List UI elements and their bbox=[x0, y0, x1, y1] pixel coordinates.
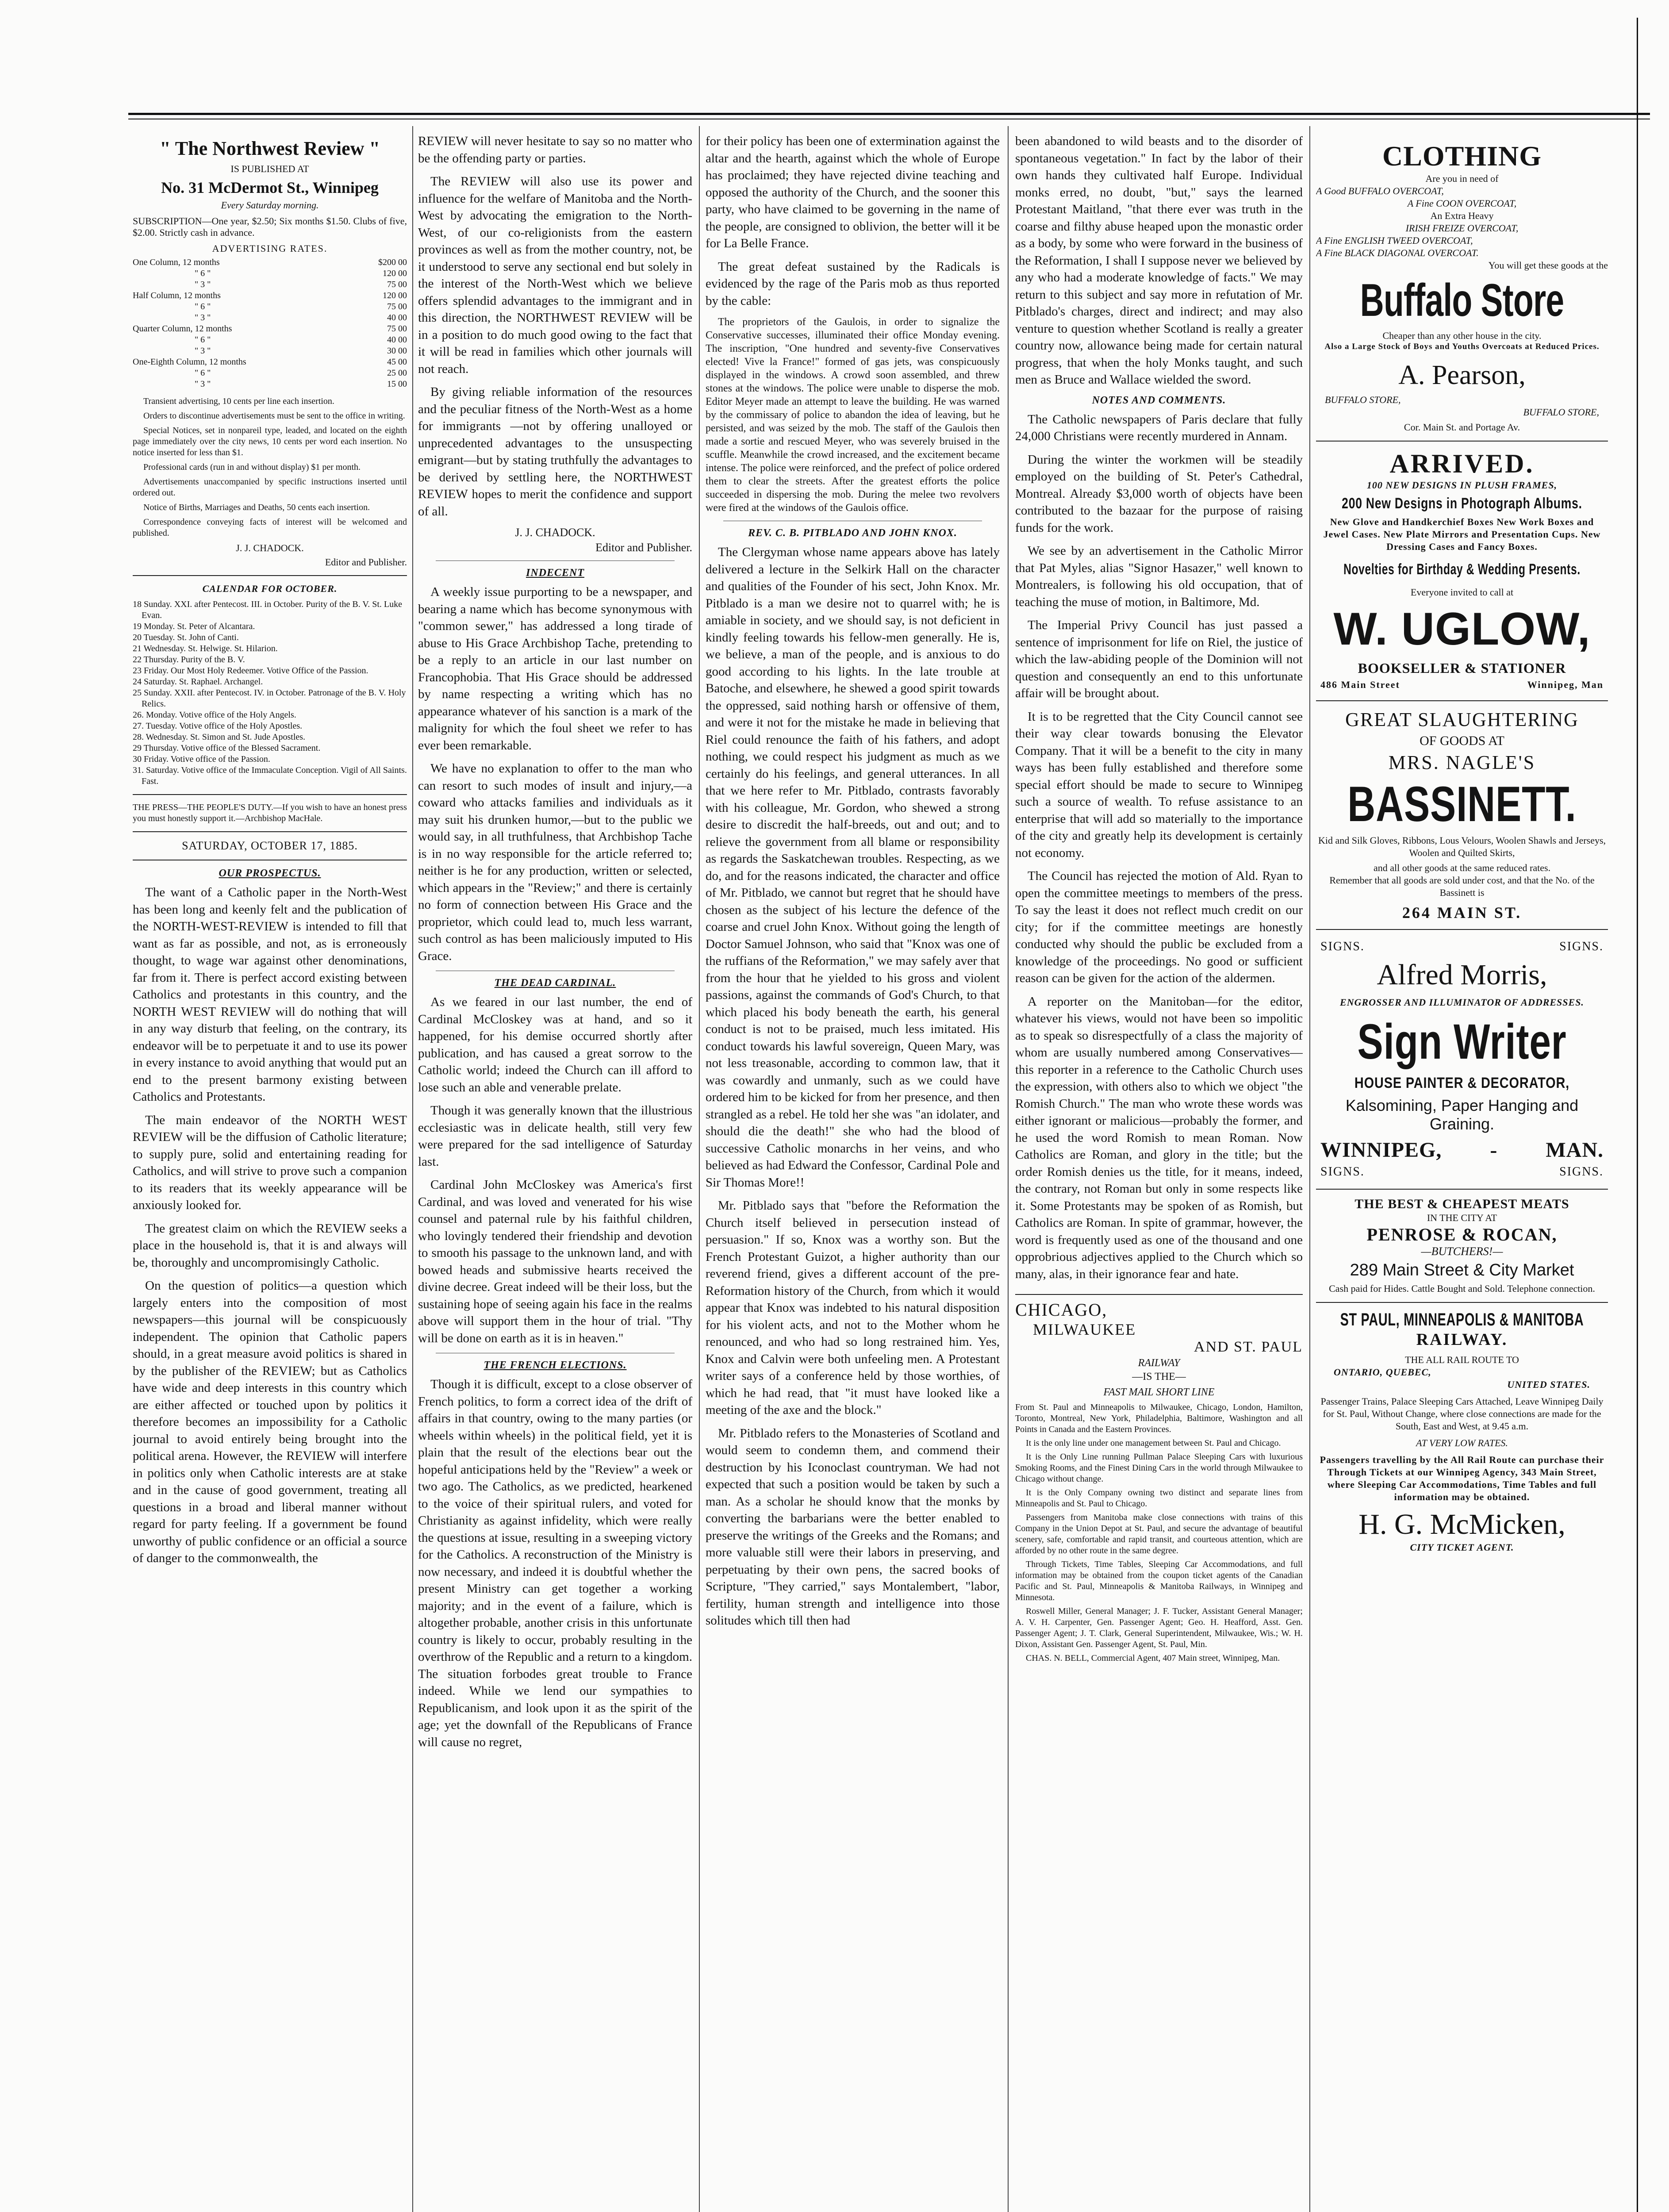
publisher-signature: J. J. CHADOCK. bbox=[236, 542, 304, 553]
rate-value: $200 00 bbox=[378, 257, 407, 267]
calendar-item: 27. Tuesday. Votive office of the Holy Apostles. bbox=[133, 721, 303, 731]
meats-line: THE BEST & CHEAPEST MEATS bbox=[1354, 1197, 1569, 1211]
store-line: BUFFALO STORE, bbox=[1523, 407, 1599, 418]
stpaul-line: UNITED STATES. bbox=[1507, 1379, 1590, 1390]
clothing-line: Are you in need of bbox=[1425, 173, 1499, 184]
note-paragraph: The Catholic newspapers of Paris declare that fully 24,000 Christians were recently murdered in Annam. bbox=[1015, 412, 1303, 443]
nagle-line: and all other goods at the same reduced rates. bbox=[1373, 862, 1551, 873]
rate-note: Correspondence conveying facts of interest will be welcomed and published. bbox=[133, 517, 407, 538]
article-paragraph: The want of a Catholic paper in the North-West has been long and keenly felt and the publication of the NORTH-WEST-REVIEW is intended to fill that want as far as possible, and not, as is erroneously thought, to wage war against other denominations, far from it. There is perfect accord existing between Catholics and protestants in this country, and the NORTH WEST REVIEW will do nothing that will in any way disturb that feeling, on the contrary, its endeavor will be to perpetuate it and to use its power in every instance to avoid anything that would put an end to the present barmony existing between Catholics and Protestants. bbox=[133, 885, 407, 1104]
rate-label: " 6 " bbox=[195, 368, 211, 378]
calendar-item: 23 Friday. Our Most Holy Redeemer. Votive Office of the Passion. bbox=[133, 666, 368, 676]
clothing-line: An Extra Heavy bbox=[1430, 210, 1494, 221]
arrived-title: ARRIVED. bbox=[1389, 449, 1535, 478]
rail-line-5: —IS THE— bbox=[1132, 1371, 1186, 1382]
morris-ad bbox=[1316, 930, 1608, 1190]
nagle-line: Remember that all goods are sold under cost, and that the No. of the Bassinett is bbox=[1329, 875, 1595, 898]
notes-heading: NOTES AND COMMENTS. bbox=[1092, 394, 1226, 406]
ad-rates-heading: ADVERTISING RATES. bbox=[212, 243, 328, 254]
rate-label: " 6 " bbox=[195, 335, 211, 345]
arrived-line: New Glove and Handkerchief Boxes New Work Boxes and Jewel Cases. New Plate Mirrors and Presentation Cups. New Dressing Cases and Fancy Boxes. bbox=[1323, 516, 1601, 552]
uglow-name: W. UGLOW, bbox=[1333, 603, 1591, 655]
column-divider bbox=[412, 126, 413, 2212]
rail-item: Through Tickets, Time Tables, Sleeping Car Accommodations, and full information may be obtained from the coupon ticket agents of the Canadian Pacific and St. Paul, Minneapolis & Manitoba Railways, in Winnipeg and Minnesota. bbox=[1015, 1559, 1303, 1602]
rate-note: Orders to discontinue advertisements must be sent to the office in writing. bbox=[143, 411, 405, 421]
arrived-line: 100 NEW DESIGNS IN PLUSH FRAMES, bbox=[1366, 480, 1558, 491]
article-paragraph: been abandoned to wild beasts and to the disorder of spontaneous vegetation." In fact by the labor of their own hands they cultivated half Europe. Individual monks erred, no doubt, "but," says the learned Protestant Maitland, "that there ever was truth in the coarse and filthy abuse heaped upon the monastic order as a body, by some who were forward in the business of the Reformation, I shall I suppose never we believed by any who had a moderate knowledge of facts." We may return to this subject and say more in refutation of Mr. Pitblado's charges, direct and indirect; and may also venture to question whether Scotland is really a greater country now, allowance being made for certain natural progress, that when the holy Monks taught, and such men as Bruce and Wallace wielded the sword. bbox=[1015, 134, 1303, 387]
rate-row bbox=[133, 290, 407, 301]
rate-note: Advertisements unaccompanied by specific instructions inserted until ordered out. bbox=[133, 477, 407, 498]
divider bbox=[133, 831, 407, 832]
calendar-item: 31. Saturday. Votive office of the Immaculate Conception. Vigil of All Saints. Fast. bbox=[133, 765, 407, 786]
rate-label: One-Eighth Column, 12 months bbox=[133, 357, 246, 367]
mcmicken-name: H. G. McMicken, bbox=[1358, 1508, 1565, 1540]
note-paragraph: During the winter the workmen will be steadily employed on the building of St. Peter's Cathedral, Montreal. Already $3,000 worth of objects have been contributed to the bazaar for the purpose of raising funds for the work. bbox=[1015, 452, 1303, 535]
stpaul-line: Passenger Trains, Palace Sleeping Cars Attached, Leave Winnipeg Daily for St. Paul, Without Change, where close connections are made for the South, East and West, at 9.45 a.m. bbox=[1320, 1396, 1604, 1432]
rate-value: 40 00 bbox=[387, 335, 407, 345]
rate-label: One Column, 12 months bbox=[133, 257, 220, 267]
top-rule-thick bbox=[128, 113, 1650, 115]
article-paragraph: By giving reliable information of the resources and the peculiar fitness of the North-West as a home for immigrants —not by offering unalloyed or unprecedented advantages to the unsuspecting emigrant—but by stating truthfully the advantages to be derived by settling here, the NORTHWEST REVIEW hopes to merit the confidence and support of all. bbox=[418, 385, 692, 518]
rail-item: It is the Only Company owning two distinct and separate lines from Minneapolis and St. Paul to Chicago. bbox=[1015, 1488, 1303, 1509]
owner-name: A. Pearson, bbox=[1398, 360, 1526, 390]
rail-item: Roswell Miller, General Manager; J. F. Tucker, Assistant General Manager; A. V. H. Carpenter, Gen. Passenger Agent; Geo. H. Heafford, Asst. Gen. Passenger Agent; J. T. Clark, General Superintendent, Milwaukee, Wis.; W. H. Dixon, Assistant Gen. Passenger Agent, St. Paul, Min. bbox=[1015, 1606, 1303, 1649]
calendar-item: 29 Thursday. Votive office of the Blessed Sacrament. bbox=[133, 743, 321, 753]
rate-note: Transient advertising, 10 cents per line each insertion. bbox=[143, 396, 334, 406]
masthead-published: IS PUBLISHED AT bbox=[230, 163, 309, 174]
rail-item: It is the only line under one management between St. Paul and Chicago. bbox=[1026, 1438, 1281, 1448]
calendar-heading: CALENDAR FOR OCTOBER. bbox=[202, 583, 338, 594]
masthead-frequency: Every Saturday morning. bbox=[221, 200, 319, 211]
stpaul-line: Passengers travelling by the All Rail Route can purchase their Through Tickets at our Winnipeg Agency, 343 Main Street, where Sleeping Car Accommodations, Time Tables and full information may be obtained. bbox=[1320, 1454, 1604, 1502]
clothing-ad bbox=[1316, 133, 1608, 442]
chicago-railway-ad bbox=[1015, 1294, 1303, 1664]
rate-row bbox=[133, 346, 407, 357]
rate-value: 25 00 bbox=[387, 368, 407, 378]
publisher-role: Editor and Publisher. bbox=[325, 557, 407, 568]
buffalo-store-name: Buffalo Store bbox=[1360, 275, 1564, 326]
rail-line-6: FAST MAIL SHORT LINE bbox=[1103, 1386, 1215, 1398]
meats-line: —BUTCHERS!— bbox=[1421, 1245, 1503, 1258]
rate-row bbox=[133, 368, 407, 379]
rate-label: " 6 " bbox=[195, 302, 211, 311]
article-paragraph: As we feared in our last number, the end of Cardinal McCloskey was at hand, and so it happened, for his demise occurred shortly after publication, and has caused a great sorrow to the Catholic world; indeed the Church can ill afford to lose such an able and venerable prelate. bbox=[418, 995, 692, 1094]
column-5-ads bbox=[1316, 133, 1608, 2212]
rate-value: 120 00 bbox=[383, 291, 407, 300]
article-paragraph: A weekly issue purporting to be a newspaper, and bearing a name which has become synonymous with "common sewer," has addressed a long tirade of abuse to His Grace Archbishop Tache, pretending to be a reply to an article in our last number on Francophobia. That His Grace should be addressed by name respecting a writing which has no appearance whatever of his sanction is a mark of the malignity for which the foul sheet we refer to has ever been remarkable. bbox=[418, 585, 692, 753]
nagle-ad bbox=[1316, 701, 1608, 930]
stpaul-line: THE ALL RAIL ROUTE TO bbox=[1405, 1354, 1519, 1365]
clothing-line: A Fine ENGLISH TWEED OVERCOAT, bbox=[1316, 235, 1473, 246]
morris-role: ENGROSSER AND ILLUMINATOR OF ADDRESSES. bbox=[1340, 997, 1584, 1008]
rail-intro: From St. Paul and Minneapolis to Milwaukee, Chicago, London, Hamilton, Toronto, Montreal, New York, Philadelphia, Baltimore, Washington and all Points in Canada and the Eastern Provinces. bbox=[1015, 1402, 1303, 1434]
divider bbox=[133, 575, 407, 576]
article-paragraph: On the question of politics—a question which largely enters into the composition of most newspapers—this journal will be conspicuously independent. The opinion that Catholic papers should, in a great measure avoid politics is shared in by the publisher of the REVIEW; but as Catholics have wide and deep interests in this country which are either affected or touched upon by politics it therefore becomes an impossibility for a Catholic journal to avoid entirely being brought into the political arena. However, the REVIEW will interfere in politics only when Catholic interests are at stake and in the cause of good government, treating all questions in a broad and liberal manner without regard for party feeling. If a government be found unworthy of public confidence or an official a source of danger to the commonwealth, the bbox=[133, 1279, 407, 1565]
stock-line: Also a Large Stock of Boys and Youths Overcoats at Reduced Prices. bbox=[1324, 342, 1600, 351]
calendar-item: 22 Thursday. Purity of the B. V. bbox=[133, 655, 245, 664]
signs-label: SIGNS. bbox=[1559, 1165, 1604, 1179]
rate-value: 75 00 bbox=[387, 324, 407, 334]
rate-label: " 3 " bbox=[195, 313, 211, 323]
rate-label: " 3 " bbox=[195, 379, 211, 389]
stpaul-line: ST PAUL, MINNEAPOLIS & MANITOBA bbox=[1340, 1310, 1584, 1329]
rate-value: 75 00 bbox=[387, 302, 407, 311]
stpaul-line: ONTARIO, QUEBEC, bbox=[1334, 1367, 1431, 1378]
column-2 bbox=[418, 133, 692, 2212]
clothing-line: A Good BUFFALO OVERCOAT, bbox=[1316, 185, 1444, 196]
note-paragraph: A reporter on the Manitoban—for the editor, whatever his views, would not have been so impolitic as to speak so disrespectfully of a class the majority of whom are usually numbered among Conservatives—this reporter in a reference to the Catholic Church uses the expression, with others also to which we object "the Romish Church." The man who wrote these words was either ignorant or malicious—probably the former, and he used the word Romish to mean Roman. Now Catholics are Roman, and glory in the title; but the order Romish denies us the title, for it means, indeed, the contrary, not Roman but only in some respects like it. Some Protestants may be spoken of as Romish, but Catholics are Roman. In spite of grammar, however, the word is frequently used as one of the thousand and one opprobrious adjectives applied to the Church which so many, alas, in their ignorance fear and hate. bbox=[1015, 994, 1303, 1281]
right-edge-rule bbox=[1637, 18, 1638, 2212]
calendar-item: 21 Wednesday. St. Helwige. St. Hilarion. bbox=[133, 644, 278, 653]
pitblado-heading: REV. C. B. PITBLADO AND JOHN KNOX. bbox=[748, 527, 957, 539]
rail-item: Passengers from Manitoba make close connections with trains of this Company in the Union Depot at St. Paul, and secure the advantage of beautiful scenery, safe, comfortable and rapid transit, and courteous attention, which are afforded by no other route in the same degree. bbox=[1015, 1513, 1303, 1555]
column-divider bbox=[1008, 126, 1009, 2212]
signs-label: SIGNS. bbox=[1320, 1165, 1365, 1179]
note-paragraph: The Imperial Privy Council has just passed a sentence of imprisonment for life on Riel, the justice of which the law-abiding people of the Dominion will not question and consequently an end to this unfortunate affair will be brought about. bbox=[1015, 618, 1303, 700]
article-paragraph: for their policy has been one of extermination against the altar and the hearth, against which the whole of Europe has proclaimed; they have rejected divine teaching and opposed the authority of the Church, and the sooner this party, who have claimed to be governing in the name of the people, are consigned to oblivion, the better will it be for La Belle France. bbox=[706, 134, 1000, 250]
masthead bbox=[133, 137, 407, 568]
store-address: Cor. Main St. and Portage Av. bbox=[1404, 422, 1520, 433]
calendar-item: 19 Monday. St. Peter of Alcantara. bbox=[133, 622, 255, 631]
clothing-title: CLOTHING bbox=[1382, 140, 1542, 172]
morris-dash: - bbox=[1490, 1138, 1498, 1162]
subscription-terms: SUBSCRIPTION—One year, $2.50; Six months $1.50. Clubs of five, $2.00. Strictly cash in advance. bbox=[133, 215, 407, 238]
nagle-line: OF GOODS AT bbox=[1420, 733, 1504, 748]
article-paragraph: Though it was generally known that the illustrious ecclesiastic was in delicate health, still very few were prepared for the sad intelligence of Saturday last. bbox=[418, 1103, 692, 1169]
morris-house: HOUSE PAINTER & DECORATOR, bbox=[1354, 1075, 1570, 1091]
rate-row bbox=[133, 334, 407, 346]
nagle-line: MRS. NAGLE'S bbox=[1388, 752, 1536, 773]
meats-ad bbox=[1316, 1190, 1608, 1303]
calendar-item: 30 Friday. Votive office of the Passion. bbox=[133, 754, 270, 764]
article-paragraph: Mr. Pitblado says that "before the Reformation the Church itself believed in persecution instead of persuasion." If so, Knox was a worthy son. But the French Protestant Guizot, a higher authority than our reverend friend, gives a different account of the pre-Reformation history of the Church, from which it would appear that Knox was indebted to his natural disposition for his violent acts, and not to the Mother whom he renounced, and who had so long restrained him. Yes, Knox and Calvin were both unfeeling men. A Protestant writer says of a conference held by those worthies, of which he had read, that "it must have looked like a meeting of the axe and the block." bbox=[706, 1198, 1000, 1417]
column-divider bbox=[1309, 126, 1310, 2212]
morris-prov: MAN. bbox=[1546, 1138, 1604, 1162]
press-quote: THE PRESS—THE PEOPLE'S DUTY.—If you wish to have an honest press you must honestly support it.—Archbishop MacHale. bbox=[133, 803, 407, 823]
article-paragraph: The Clergyman whose name appears above has lately delivered a lecture in the Selkirk Hall on the character and qualities of the Founder of his sect, John Knox. Mr. Pitblado is a man we desire not to quarrel with; he is amiable in society, and we should say, is not deficient in kindly feeling towards his fellow-men generally. He is, we believe, a man of the people, and is anxious to do good according to his lights. In the late trouble at Batoche, and elsewhere, he shewed a good spirit towards the oppressed, said nothing harsh or offensive of them, and were it not for the mistake he made in believing that Riel could renounce the faith of his fathers, and adopt nothing, we could respect his judgment as much as we certainly do his feelings, and general utterances. In all that we here refer to Mr. Pitblado, contrasts favorably with his colleague, Mr. Gordon, who shewed a strong desire to discredit the half-breeds, out and out; and to relieve the government from all blame or responsibility as regards the Saskatchewan troubles. Respecting, as we do, and for the reasons indicated, the character and office of Mr. Pitblado, we cannot but regret that he should have chosen as the subject of his lecture the defence of the coarse and cruel John Knox. Without going the length of Doctor Samuel Johnson, who said that "Knox was one of the ruffians of the Reformation," we may safely aver that from the hour that he yielded to his gross and violent passions, against the commands of God's Church, to that which placed his body beneath the earth, his general conduct is not to be praised, much less imitated. His conduct towards his lawful sovereign, Queen Mary, was not less treasonable, according to common law, that it was cowardly and unmanly, such as we could have ordered him to be kicked for from her presence, and then strangled as a rebel. He told her she was "an idolater, and should die the death!" she who had the blood of successive Catholic monarchs in her veins, and who believed as had Edward the Confessor, Cardinal Pole and Sir Thomas More!! bbox=[706, 545, 1000, 1190]
rail-line-3: AND ST. PAUL bbox=[1194, 1339, 1303, 1355]
rate-label: " 3 " bbox=[195, 280, 211, 289]
meats-line: Cash paid for Hides. Cattle Bought and Sold. Telephone connection. bbox=[1329, 1283, 1595, 1294]
french-elections-heading: THE FRENCH ELECTIONS. bbox=[483, 1359, 627, 1371]
signs-row bbox=[1320, 1165, 1604, 1179]
arrived-novelties: Novelties for Birthday & Wedding Presents. bbox=[1343, 561, 1581, 578]
cheaper-line: Cheaper than any other house in the city. bbox=[1382, 330, 1542, 341]
column-divider bbox=[699, 126, 700, 2212]
calendar-item: 20 Tuesday. St. John of Canti. bbox=[133, 633, 239, 642]
rate-note: Professional cards (run in and without display) $1 per month. bbox=[143, 462, 361, 472]
store-line: BUFFALO STORE, bbox=[1325, 394, 1401, 405]
morris-city: WINNIPEG, bbox=[1320, 1138, 1442, 1162]
arrived-albums: 200 New Designs in Photograph Albums. bbox=[1342, 495, 1582, 512]
article-paragraph: The greatest claim on which the REVIEW seeks a place in the household is, that it is and always will be, thoroughly and uncompromisingly Catholic. bbox=[133, 1221, 407, 1270]
masthead-title: " The Northwest Review " bbox=[160, 138, 380, 159]
calendar-item: 24 Saturday. St. Raphael. Archangel. bbox=[133, 677, 263, 687]
clothing-line: You will get these goods at the bbox=[1488, 260, 1608, 271]
stpaul-line: RAILWAY. bbox=[1416, 1330, 1508, 1349]
rate-note: Notice of Births, Marriages and Deaths, 50 cents each insertion. bbox=[143, 503, 370, 512]
calendar-item: 28. Wednesday. St. Simon and St. Jude Apostles. bbox=[133, 732, 306, 742]
rate-row bbox=[133, 323, 407, 334]
column-3 bbox=[706, 133, 1000, 2212]
uglow-street: 486 Main Street bbox=[1320, 679, 1400, 690]
morris-name: Alfred Morris, bbox=[1377, 959, 1547, 991]
mcmicken-role: CITY TICKET AGENT. bbox=[1410, 1542, 1514, 1553]
article-paragraph: We have no explanation to offer to the man who can resort to such modes of insult and injury,—a coward who attacks families and individuals as it may suit his drunken humor,—but to the public we would say, in all truthfulness, that Archbishop Tache is in no way responsible for the article referred to; neither is he for any production, written or selected, which appears in the "Review;" and there is certainly no form of connection between His Grace and the proprietor, which could lead to, much less warrant, such control as has been maliciously imputed to His Grace. bbox=[418, 761, 692, 963]
calendar-item: 26. Monday. Votive office of the Holy Angels. bbox=[133, 710, 296, 720]
article-paragraph: The REVIEW will also use its power and influence for the welfare of Manitoba and the North-West by advocating the emigration to the North-West, of our co-religionists from the eastern provinces as well as from the mother country, not, be it understood to serve any sectional end but solely in the interest of the North-West which we believe offers splendid advantages to the immigrant and in this direction, the NORTHWEST REVIEW will be in a position to do much good owing to the fact that it will be read in families which other journals will not reach. bbox=[418, 174, 692, 376]
rate-row bbox=[133, 268, 407, 279]
note-paragraph: The Council has rejected the motion of Ald. Ryan to open the committee meetings to members of the press. To say the least it does not reflect much credit on our city; for if the committee meetings are honestly conducted why should the public be excluded from a knowledge of the proceedings. No good or sufficient reason can be given for the action of the aldermen. bbox=[1015, 869, 1303, 985]
clothing-line: A Fine COON OVERCOAT, bbox=[1407, 198, 1517, 209]
stpaul-line: AT VERY LOW RATES. bbox=[1416, 1437, 1508, 1448]
article-paragraph: Though it is difficult, except to a close observer of French politics, to form a correct idea of the drift of affairs in that country, owing to the many parties (or wheels within wheels) in the political field, yet it is plain that the result of the elections bear out the hopeful anticipations held by the "Review" a week or two ago. The Catholics, as we predicted, hearkened to the voice of their spiritual rulers, and voted for Christianity as against infidelity, which were really the questions at issue, resulting in a sweeping victory for the Catholics. A reconstruction of the Ministry is now necessary, and indeed it is doubtful whether the present Ministry can get together a working majority; and in the event of a failure, which is altogether probable, another crisis in this unfortunate country is likely to occur, probably resulting in the overthrow of the Republic and a return to a kingdom. The situation forbodes great trouble to France indeed. While we lend our sympathies to Republicanism, and look upon it as the spirit of the age; yet the downfall of the Republicans of France will cause no regret, bbox=[418, 1377, 692, 1749]
rate-label: " 6 " bbox=[195, 269, 211, 278]
meats-line: 289 Main Street & City Market bbox=[1350, 1261, 1574, 1279]
nagle-line: GREAT SLAUGHTERING bbox=[1345, 709, 1579, 730]
rate-value: 120 00 bbox=[383, 269, 407, 278]
cardinal-heading: THE DEAD CARDINAL. bbox=[494, 977, 616, 989]
rate-label: Half Column, 12 months bbox=[133, 291, 221, 300]
article-paragraph: Cardinal John McCloskey was America's first Cardinal, and was loved and venerated for his wise counsel and paternal rule by his faithful children, who lovingly tendered their friendship and devotion to smooth his passage to the unknown land, and with bowed heads and submissive hearts received the divine decree. Great indeed will be their loss, but the sustaining hope of seeing again his face in the realms above will support them in the hour of trial. "Thy will be done on earth as it is in heaven." bbox=[418, 1178, 692, 1345]
signs-label: SIGNS. bbox=[1559, 940, 1604, 953]
rate-value: 30 00 bbox=[387, 346, 407, 356]
signs-label: SIGNS. bbox=[1320, 940, 1365, 953]
rail-line-1: CHICAGO, bbox=[1015, 1300, 1108, 1320]
note-paragraph: It is to be regretted that the City Council cannot see their way clear towards bonusing the Elevator Company. That it will be a benefit to the city in many ways has been fully established and therefore some special effort should be made to secure to Winnipeg such a source of wealth. To refuse assistance to an enterprise that will add so materially to the importance of the city and greatly help its development is certainly not economy. bbox=[1015, 709, 1303, 860]
rate-row bbox=[133, 379, 407, 390]
meats-line: PENROSE & ROCAN, bbox=[1366, 1225, 1558, 1244]
rate-row bbox=[133, 257, 407, 268]
article-paragraph: The main endeavor of the NORTH WEST REVIEW will be the diffusion of Catholic literature; to supply pure, solid and entertaining reading for Catholics, and will strive to prove such a companion to its readers that its weekly appearance will be anxiously looked for. bbox=[133, 1113, 407, 1212]
rate-value: 15 00 bbox=[387, 379, 407, 389]
uglow-city: Winnipeg, Man bbox=[1527, 679, 1604, 690]
rate-value: 45 00 bbox=[387, 357, 407, 367]
prospectus-heading: OUR PROSPECTUS. bbox=[219, 868, 321, 879]
clothing-line: A Fine BLACK DIAGONAL OVERCOAT. bbox=[1316, 247, 1479, 258]
column-1 bbox=[133, 133, 407, 2212]
article-paragraph: The great defeat sustained by the Radicals is evidenced by the rage of the Paris mob as thus reported by the cable: bbox=[706, 259, 1000, 308]
rate-value: 75 00 bbox=[387, 280, 407, 289]
nagle-address: 264 MAIN ST. bbox=[1402, 904, 1522, 922]
uglow-role: BOOKSELLER & STATIONER bbox=[1358, 660, 1566, 676]
bassinett-name: BASSINETT. bbox=[1347, 776, 1577, 832]
rate-value: 40 00 bbox=[387, 313, 407, 323]
rate-row bbox=[133, 301, 407, 312]
masthead-address: No. 31 McDermot St., Winnipeg bbox=[161, 179, 379, 196]
article-paragraph: Mr. Pitblado refers to the Monasteries of Scotland and would seem to condemn them, and commend their destruction by his Iconoclast countryman. We had not expected that such a position would be taken by such a man. As a scholar he should know that the monks by converting the barbarians were the better enabled to preserve the writings of the Greeks and the Romans; and more valuable still were their labors in preserving, and perpetuating by their own pens, the sacred books of Scripture, "They carried," says Montalembert, "labor, fertility, human strength and intelligence into those solitudes which till then had bbox=[706, 1426, 1000, 1628]
article-paragraph: REVIEW will never hesitate to say so no matter who be the offending party or parties. bbox=[418, 134, 692, 165]
rate-note: Special Notices, set in nonpareil type, leaded, and located on the eighth page immediately over the city news, 10 cents per word each insertion. No notice inserted for less than $1. bbox=[133, 426, 407, 457]
signs-row bbox=[1320, 940, 1604, 954]
rail-line-4: RAILWAY bbox=[1138, 1357, 1180, 1369]
issue-date: SATURDAY, OCTOBER 17, 1885. bbox=[182, 839, 358, 852]
morris-city-row bbox=[1320, 1138, 1604, 1162]
clothing-line: IRISH FREIZE OVERCOAT, bbox=[1405, 223, 1519, 234]
calendar bbox=[133, 583, 407, 787]
morris-kals: Kalsomining, Paper Hanging and Graining. bbox=[1345, 1096, 1579, 1133]
column-4 bbox=[1015, 133, 1303, 2212]
arrived-line: Everyone invited to call at bbox=[1410, 587, 1514, 598]
editor-role: Editor and Publisher. bbox=[595, 541, 692, 554]
calendar-item: 18 Sunday. XXI. after Pentecost. III. in October. Purity of the B. V. St. Luke Evan. bbox=[133, 599, 402, 620]
divider bbox=[133, 794, 407, 795]
editor-signature: J. J. CHADOCK. bbox=[515, 526, 595, 539]
stpaul-ad bbox=[1316, 1303, 1608, 1561]
sign-writer: Sign Writer bbox=[1357, 1014, 1567, 1069]
rail-agent: CHAS. N. BELL, Commercial Agent, 407 Main street, Winnipeg, Man. bbox=[1026, 1653, 1280, 1663]
uglow-address bbox=[1320, 679, 1604, 691]
rail-item: It is the Only Line running Pullman Palace Sleeping Cars with luxurious Smoking Rooms, and the Finest Dining Cars in the world through Milwaukee to Chicago without change. bbox=[1015, 1452, 1303, 1484]
meats-line: IN THE CITY AT bbox=[1427, 1212, 1497, 1223]
calendar-item: 25 Sunday. XXII. after Pentecost. IV. in October. Patronage of the B. V. Holy Relics. bbox=[133, 688, 406, 709]
rate-label: " 3 " bbox=[195, 346, 211, 356]
rate-label: Quarter Column, 12 months bbox=[133, 324, 232, 334]
ad-rates-table bbox=[133, 257, 407, 390]
rate-row bbox=[133, 312, 407, 323]
arrived-ad bbox=[1316, 442, 1608, 701]
note-paragraph: We see by an advertisement in the Catholic Mirror that Pat Myles, alias "Signor Hasazer," well known to Montrealers, is following his old occupation, that of teaching the muse of motion, in Baltimore, Md. bbox=[1015, 544, 1303, 609]
indecent-heading: INDECENT bbox=[526, 567, 585, 579]
rate-row bbox=[133, 279, 407, 290]
rate-row bbox=[133, 357, 407, 368]
nagle-line: Kid and Silk Gloves, Ribbons, Lous Velours, Woolen Shawls and Jerseys, Woolen and Quilted Skirts, bbox=[1318, 835, 1606, 858]
rail-line-2: MILWAUKEE bbox=[1033, 1321, 1136, 1338]
cable-quote: The proprietors of the Gaulois, in order to signalize the Conservative successes, illuminated their office Monday evening. The inscription, "One hundred and seventy-five Conservatives elected! Vive la France!" formed of gas jets, was conspicuously displayed in the windows. A crowd soon assembled, and threw stones at the windows. The police were unable to disperse the mob. Editor Meyer made an attempt to leave the building. He was warned by the commissary of police to abandon the idea of leaving, but he persisted, and was seized by the mob. The staff of the Gaulois then made a sortie and rescued Meyer, who was severely bruised in the scuffle. Meanwhile the crowd increased, and the excitement became intense. The police were reinforced, and the prefect of police ordered them to clear the streets. After the greatest efforts the police succeeded in dispersing the mob. During the melee two revolvers were fired at the windows of the Gaulois office. bbox=[706, 316, 1000, 514]
